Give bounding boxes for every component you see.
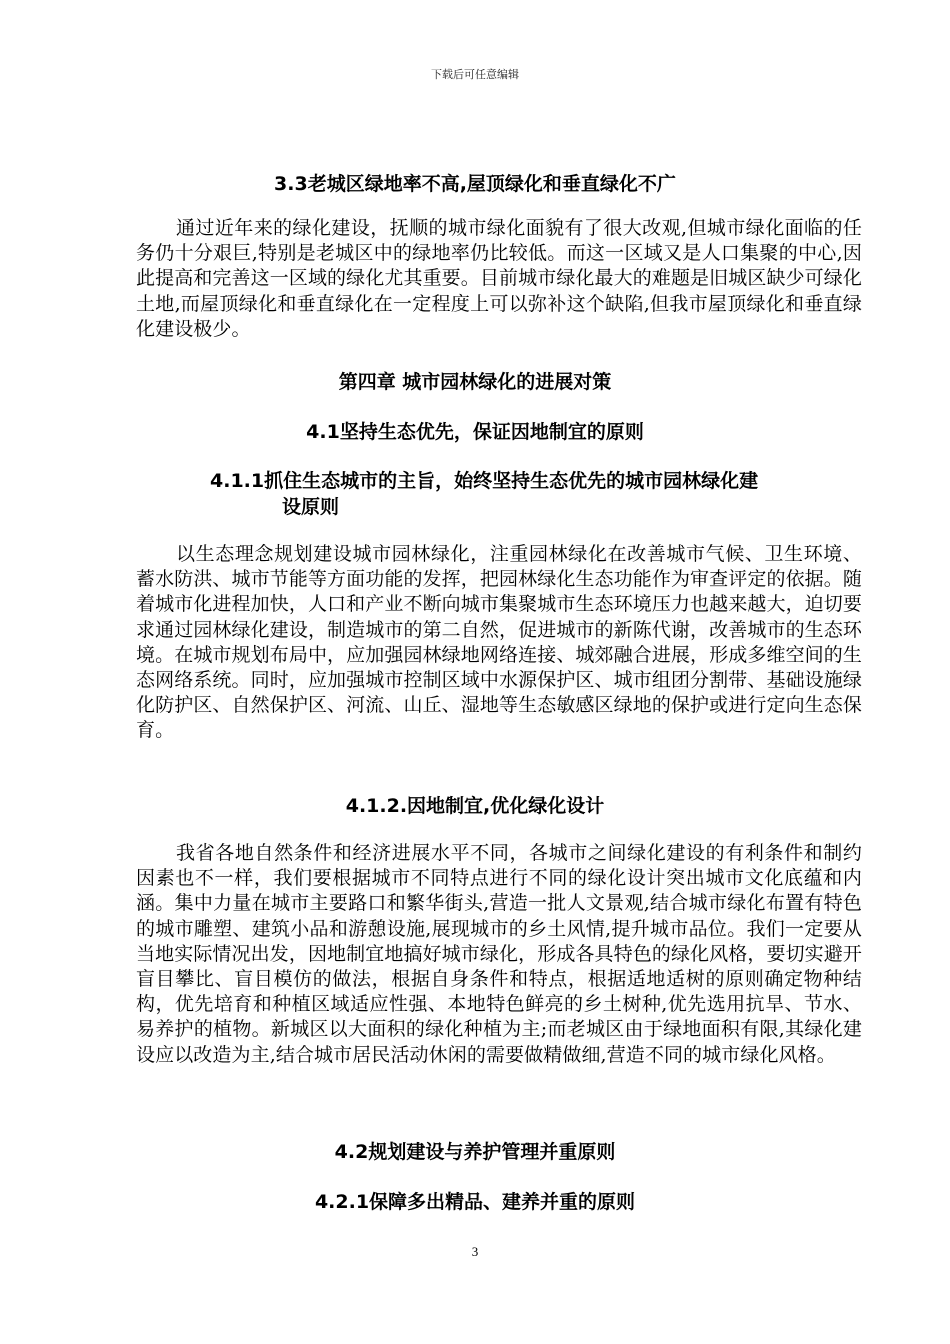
page-header: 下载后可任意编辑 [431, 68, 519, 81]
section-heading-4-1-1-line2: 设原则 [282, 496, 340, 518]
section-heading-4-1: 4.1坚持生态优先，保证因地制宜的原则 [306, 421, 644, 443]
section-heading-4-1-1 [210, 468, 860, 520]
section-heading-4-1-1-line1: 4.1.1抓住生态城市的主旨，始终坚持生态优先的城市园林绿化建 [210, 470, 759, 492]
paragraph-3-3: 通过近年来的绿化建设，抚顺的城市绿化面貌有了很大改观,但城市绿化面临的任务仍十分艰巨,特别是老城区中的绿地率仍比较低。而这一区域又是人口集聚的中心,因此提高和完善这一区域的绿化尤其重要。目前城市绿化最大的难题是旧城区缺少可绿化土地,而屋顶绿化和垂直绿化在一定程度上可以弥补这个缺陷,但我市屋顶绿化和垂直绿化建设极少。 [136, 217, 862, 340]
paragraph-4-1-2: 我省各地自然条件和经济进展水平不同，各城市之间绿化建设的有利条件和制约因素也不一样，我们要根据城市不同特点进行不同的绿化设计突出城市文化底蕴和内涵。集中力量在城市主要路口和繁华街头,营造一批人文景观,结合城市绿化布置有特色的城市雕塑、建筑小品和游憩设施,展现城市的乡土风情,提升城市品位。我们一定要从当地实际情况出发，因地制宜地搞好城市绿化，形成各具特色的绿化风格，要切实避开盲目攀比、盲目模仿的做法，根据自身条件和特点，根据适地适树的原则确定物种结构，优先培育和种植区域适应性强、本地特色鲜亮的乡土树种,优先选用抗旱、节水、易养护的植物。新城区以大面积的绿化种植为主;而老城区由于绿地面积有限,其绿化建设应以改造为主,结合城市居民活动休闲的需要做精做细,营造不同的城市绿化风格。 [136, 842, 862, 1066]
section-heading-3-3: 3.3老城区绿地率不高,屋顶绿化和垂直绿化不广 [274, 173, 676, 195]
section-heading-4-2: 4.2规划建设与养护管理并重原则 [334, 1141, 616, 1163]
section-heading-4-2-1: 4.2.1保障多出精品、建养并重的原则 [314, 1191, 636, 1213]
section-heading-4-1-2: 4.1.2.因地制宜,优化绿化设计 [345, 795, 605, 817]
page-number: 3 [471, 1244, 479, 1259]
chapter-heading-4: 第四章 城市园林绿化的进展对策 [338, 371, 612, 393]
paragraph-4-1-1: 以生态理念规划建设城市园林绿化，注重园林绿化在改善城市气候、卫生环境、蓄水防洪、城市节能等方面功能的发挥，把园林绿化生态功能作为审查评定的依据。随着城市化进程加快，人口和产业不断向城市集聚城市生态环境压力也越来越大，迫切要求通过园林绿化建设，制造城市的第二自然，促进城市的新陈代谢，改善城市的生态环境。在城市规划布局中，应加强园林绿地网络连接、城郊融合进展，形成多维空间的生态网络系统。同时，应加强城市控制区域中水源保护区、城市组团分割带、基础设施绿化防护区、自然保护区、河流、山丘、湿地等生态敏感区绿地的保护或进行定向生态保育。 [136, 543, 862, 742]
